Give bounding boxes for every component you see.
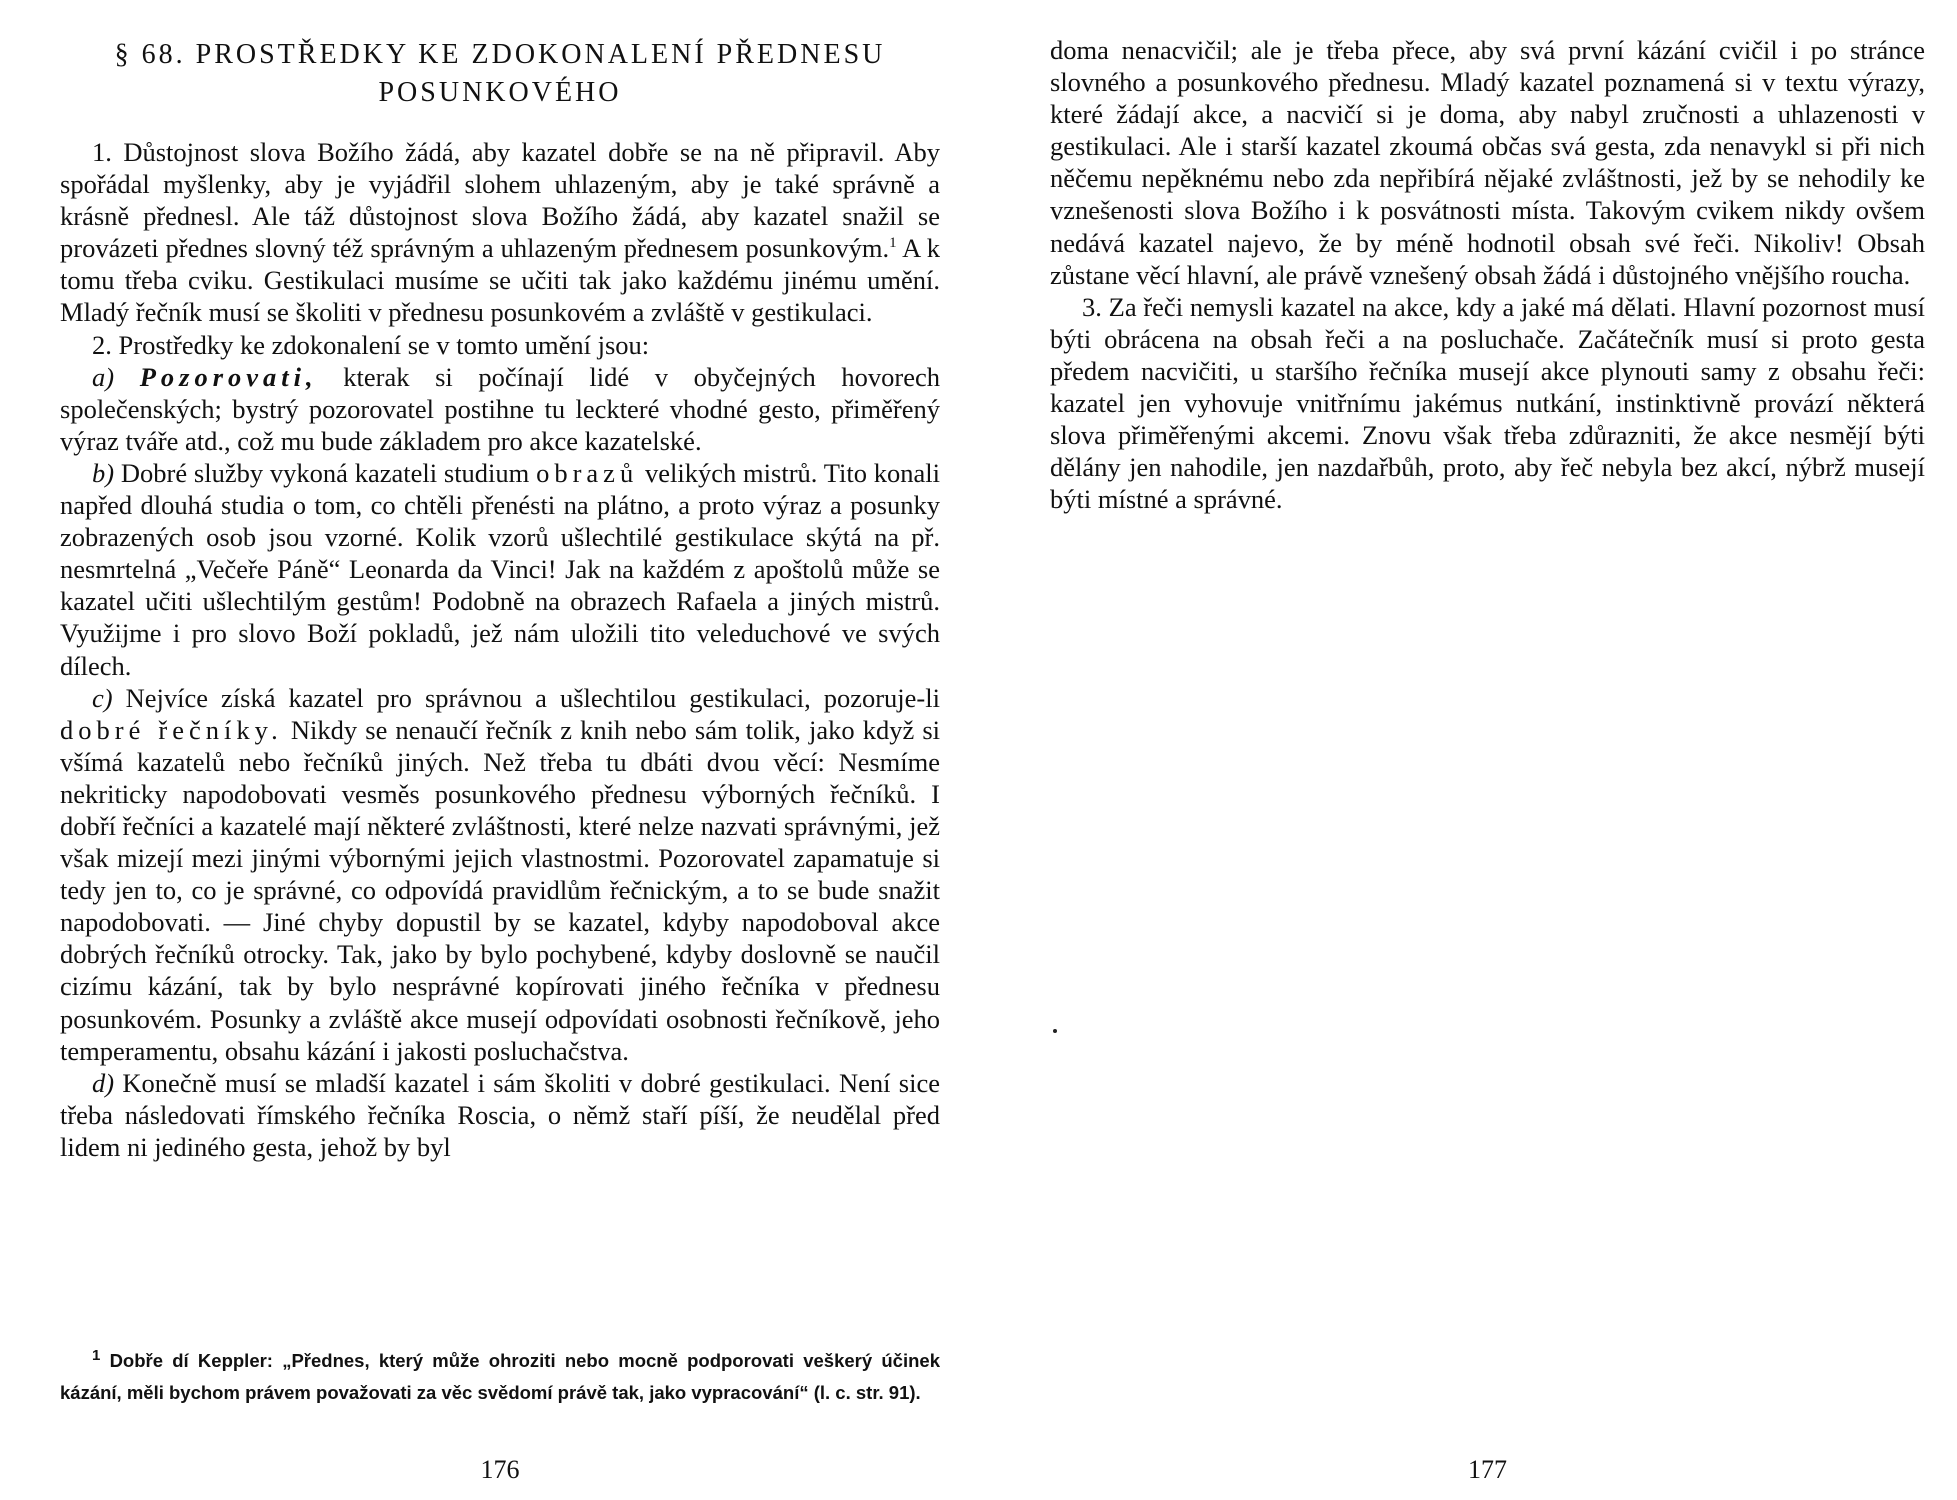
paragraph-b xyxy=(60,457,940,682)
paragraph-1 xyxy=(60,136,940,329)
paragraph-c-text-cont: Nikdy se nenaučí řečník z knih nebo sám tolik, jako když si všímá kazatelů nebo řečníků jiných. Než třeba tu dbáti dvou věcí: Nesmíme nekriticky napodobovati vesměs posunkového přednesu výborných řečníků. I dobří řečníci a kazatelé mají některé zvláštnosti, které nelze nazvati správnými, jež však mizejí mezi jinými výbornými jejich vlastnostmi. Pozorovatel zapamatuje si tedy jen to, co je správné, co odpovídá pravidlům řečnickým, a to se bude snažit napodobovati. — Jiné chyby dopustil by se kazatel, kdyby napodoboval akce dobrých řečníků otrocky. Tak, jako by bylo pochybené, kdyby doslovně se naučil cizímu kázání, tak by bylo nesprávné kopírovati jiného řečníka v přednesu posunkovém. Posunky a zvláště akce musejí odpovídati osobnosti řečníkově, jeho temperamentu, obsahu kázání i jakosti posluchačstva. xyxy=(60,714,940,1066)
paragraph-d-text: Konečně musí se mladší kazatel i sám školiti v dobré gestikulaci. Není sice třeba následovati římského řečníka Roscia, o němž staří píší, že neudělal před lidem ni jediného gesta, jehož by byl xyxy=(60,1067,940,1162)
footnote xyxy=(60,1345,940,1409)
footnote-text-b: právě tak, jako vypracování“ (l. c. str. 91). xyxy=(552,1382,921,1403)
page-number-left: 176 xyxy=(480,1455,520,1484)
spaced-term-dobre-recniky: dobré řečníky. xyxy=(60,714,283,745)
section-heading: § 68. PROSTŘEDKY KE ZDOKONALENÍ PŘEDNESU POSUNKOVÉHO xyxy=(114,39,886,108)
footnote-text xyxy=(60,1345,940,1409)
paragraph-a-text: kterak si počínají lidé v obyčejných hovorech společenských; bystrý pozorovatel postihne tu leckteré vhodné gesto, přiměřený výraz tváře atd., což mu bude základem pro akce kazatelské. xyxy=(60,361,940,456)
paragraph-c xyxy=(60,682,940,1067)
paragraph-1-text: 1. Důstojnost slova Božího žádá, aby kazatel dobře se na ně připravil. Aby spořádal myšlenky, aby je vyjádřil slohem uhlazeným, aby je také správně a krásně přednesl. Ale táž důstojnost slova Božího žádá, aby kazatel snažil se provázeti přednes slovný též správným a uhlazeným přednesem posunkovým. xyxy=(60,137,940,264)
right-page xyxy=(1050,0,1925,1500)
item-label-d: d) xyxy=(92,1067,115,1098)
left-page xyxy=(60,0,940,1500)
right-body-text xyxy=(1050,34,1925,515)
paragraph-2: 2. Prostředky ke zdokonalení se v tomto umění jsou: xyxy=(92,329,650,360)
item-label-a: a) xyxy=(92,361,115,392)
footnote-marker: 1 xyxy=(92,1346,101,1364)
item-label-c: c) xyxy=(92,682,113,713)
footnote-ref[interactable]: 1 xyxy=(889,235,897,252)
spaced-term-pozorovati: Pozorovati, xyxy=(139,361,318,392)
ink-speck xyxy=(1053,1029,1057,1033)
paragraph-3: 3. Za řeči nemysli kazatel na akce, kdy a jaké má dělati. Hlavní pozornost musí býti obrácena na obsah řeči a na posluchače. Začátečník musí si proto gesta předem nacvičiti, u staršího řečníka musejí akce plynouti samy z obsahu řeči: kazatel jen vyhovuje vnitřnímu jakémus nutkání, instinktivně provází některá slova přiměřenými akcemi. Znovu však třeba zdůrazniti, že akce nesmějí býti dělány jen nahodile, jen nazdařbůh, proto, aby řeč nebyla bez akcí, nýbrž musejí býti místné a správné. xyxy=(1050,291,1925,515)
paragraph-b-text: Dobré služby vykoná kazateli studium xyxy=(114,457,537,488)
paragraph-continuation: doma nenacvičil; ale je třeba přece, aby svá první kázání cvičil i po stránce slovného a posunkového přednesu. Mladý kazatel poznamená si v textu výrazy, které žádají akce, a nacvičí si je doma, aby nabyl zručnosti a uhlazenosti v gestikulaci. Ale i starší kazatel zkoumá občas svá gesta, zda nenavykl si při nich něčemu nepěknému nebo zda nepřibírá nějaké zvláštnosti, jež by se nehodily ke vznešenosti slova Božího i k posvátnosti místa. Takovým cvikem nikdy ovšem nedává kazatel najevo, že by méně hodnotil obsah své řeči. Nikoliv! Obsah zůstane věcí hlavní, ale právě vznešený obsah žádá i důstojného vnějšího roucha. xyxy=(1050,35,1925,290)
paragraph-1-text-cont: A k tomu třeba cviku. Gestikulaci musíme se učiti tak jako každému jinému umění. Mladý řečník musí se školiti v přednesu posunkovém a zvláště v gestikulaci. xyxy=(60,233,940,328)
footnote-text-a: Dobře dí Keppler: „Přednes, který může ohroziti nebo mocně podporovati veškerý účinek kázání, měli bychom právem považovati za xyxy=(60,1350,940,1403)
paragraph-b-text-cont: velikých mistrů. Tito konali napřed dlouhá studia o tom, co chtěli přenésti na plátno, a proto výraz a posunky zobrazených osob jsou vzorné. Kolik vzorů ušlechtilé gestikulace skýtá na př. nesmrtelná „Večeře Páně“ Leonarda da Vinci! Jak na každém z apoštolů může se kazatel učiti ušlechtilým gestům! Podobně na obrazech Rafaela a jiných mistrů. Využijme i pro slovo Boží pokladů, jež nám uložili tito veleduchové ve svých dílech. xyxy=(60,457,940,681)
spaced-term-vec-svedomi: věc svědomí xyxy=(441,1382,553,1403)
left-body-text xyxy=(60,136,940,1163)
paragraph-d xyxy=(60,1067,940,1163)
paragraph-c-text: Nejvíce získá kazatel pro správnou a ušlechtilou gestikulaci, pozoruje-li xyxy=(112,682,940,713)
page-number-right: 177 xyxy=(1468,1455,1507,1484)
item-label-b: b) xyxy=(92,457,115,488)
spaced-term-obrazu: obrazů xyxy=(536,457,639,488)
paragraph-a xyxy=(60,361,940,457)
